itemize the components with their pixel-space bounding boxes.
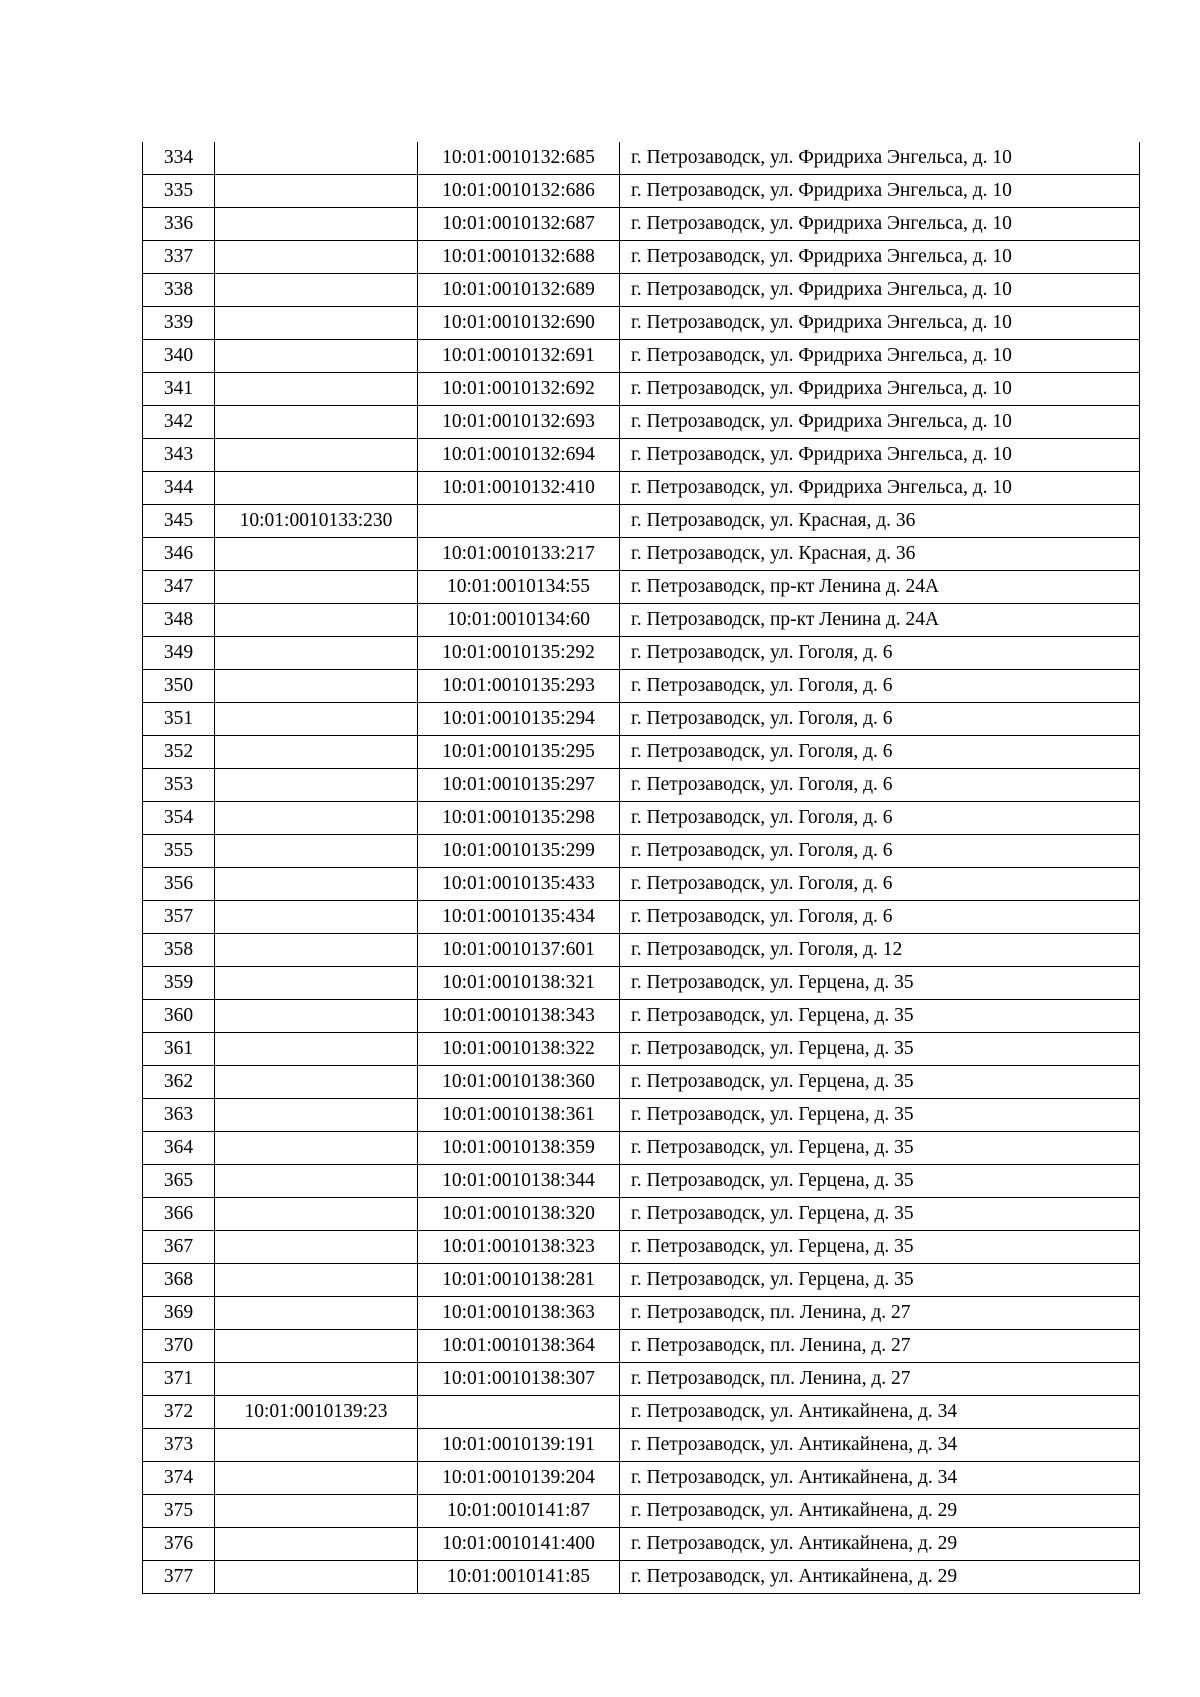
- cadastral-number-b-cell: 10:01:0010132:688: [418, 241, 620, 274]
- address-cell: г. Петрозаводск, ул. Красная, д. 36: [620, 505, 1140, 538]
- address-cell: г. Петрозаводск, ул. Фридриха Энгельса, д. 10: [620, 307, 1140, 340]
- row-number-cell: 357: [143, 901, 215, 934]
- address-cell: г. Петрозаводск, ул. Герцена, д. 35: [620, 1231, 1140, 1264]
- cadastral-number-a-cell: [215, 1330, 418, 1363]
- row-number-cell: 359: [143, 967, 215, 1000]
- table-row: [143, 1132, 1140, 1165]
- address-cell: г. Петрозаводск, ул. Антикайнена, д. 29: [620, 1495, 1140, 1528]
- row-number-cell: 337: [143, 241, 215, 274]
- table-row: [143, 802, 1140, 835]
- row-number-cell: 369: [143, 1297, 215, 1330]
- cadastral-number-b-cell: 10:01:0010135:298: [418, 802, 620, 835]
- cadastral-number-b-cell: 10:01:0010138:321: [418, 967, 620, 1000]
- cadastral-number-a-cell: [215, 274, 418, 307]
- address-cell: г. Петрозаводск, ул. Гоголя, д. 6: [620, 670, 1140, 703]
- cadastral-number-b-cell: 10:01:0010135:294: [418, 703, 620, 736]
- cadastral-number-b-cell: 10:01:0010132:693: [418, 406, 620, 439]
- table-row: [143, 967, 1140, 1000]
- cadastral-number-b-cell: 10:01:0010133:217: [418, 538, 620, 571]
- cadastral-number-a-cell: [215, 1231, 418, 1264]
- cadastral-number-b-cell: 10:01:0010138:320: [418, 1198, 620, 1231]
- table-row: [143, 1429, 1140, 1462]
- address-cell: г. Петрозаводск, ул. Герцена, д. 35: [620, 1000, 1140, 1033]
- row-number-cell: 374: [143, 1462, 215, 1495]
- cadastral-number-a-cell: 10:01:0010133:230: [215, 505, 418, 538]
- row-number-cell: 353: [143, 769, 215, 802]
- row-number-cell: 372: [143, 1396, 215, 1429]
- address-cell: г. Петрозаводск, ул. Герцена, д. 35: [620, 1066, 1140, 1099]
- cadastral-number-a-cell: [215, 1462, 418, 1495]
- table-row: [143, 1000, 1140, 1033]
- cadastral-number-b-cell: 10:01:0010135:433: [418, 868, 620, 901]
- cadastral-number-b-cell: 10:01:0010134:55: [418, 571, 620, 604]
- cadastral-number-a-cell: [215, 1033, 418, 1066]
- address-cell: г. Петрозаводск, пл. Ленина, д. 27: [620, 1363, 1140, 1396]
- table-row: [143, 1033, 1140, 1066]
- row-number-cell: 373: [143, 1429, 215, 1462]
- row-number-cell: 358: [143, 934, 215, 967]
- table-row: [143, 670, 1140, 703]
- address-cell: г. Петрозаводск, ул. Герцена, д. 35: [620, 967, 1140, 1000]
- row-number-cell: 365: [143, 1165, 215, 1198]
- cadastral-number-a-cell: [215, 1561, 418, 1594]
- row-number-cell: 363: [143, 1099, 215, 1132]
- table-row: [143, 1330, 1140, 1363]
- row-number-cell: 377: [143, 1561, 215, 1594]
- table-row: [143, 538, 1140, 571]
- cadastral-number-b-cell: 10:01:0010135:292: [418, 637, 620, 670]
- row-number-cell: 362: [143, 1066, 215, 1099]
- cadastral-number-a-cell: [215, 340, 418, 373]
- cadastral-number-b-cell: 10:01:0010135:295: [418, 736, 620, 769]
- cadastral-number-a-cell: [215, 967, 418, 1000]
- table-row: [143, 472, 1140, 505]
- table-row: [143, 175, 1140, 208]
- row-number-cell: 334: [143, 142, 215, 175]
- cadastral-number-a-cell: [215, 175, 418, 208]
- table-row: [143, 604, 1140, 637]
- cadastral-number-b-cell: 10:01:0010139:191: [418, 1429, 620, 1462]
- cadastral-number-a-cell: [215, 1165, 418, 1198]
- cadastral-number-b-cell: 10:01:0010135:434: [418, 901, 620, 934]
- row-number-cell: 340: [143, 340, 215, 373]
- table-row: [143, 868, 1140, 901]
- row-number-cell: 366: [143, 1198, 215, 1231]
- table-row: [143, 274, 1140, 307]
- table-row: [143, 703, 1140, 736]
- cadastral-table: [142, 142, 1140, 1594]
- address-cell: г. Петрозаводск, ул. Герцена, д. 35: [620, 1099, 1140, 1132]
- cadastral-number-a-cell: [215, 373, 418, 406]
- cadastral-number-a-cell: [215, 1297, 418, 1330]
- address-cell: г. Петрозаводск, ул. Гоголя, д. 6: [620, 769, 1140, 802]
- cadastral-number-a-cell: [215, 670, 418, 703]
- cadastral-number-b-cell: 10:01:0010138:343: [418, 1000, 620, 1033]
- cadastral-number-b-cell: 10:01:0010138:361: [418, 1099, 620, 1132]
- table-row: [143, 505, 1140, 538]
- cadastral-number-b-cell: 10:01:0010139:204: [418, 1462, 620, 1495]
- cadastral-number-a-cell: [215, 472, 418, 505]
- cadastral-number-a-cell: [215, 307, 418, 340]
- table-row: [143, 901, 1140, 934]
- cadastral-number-a-cell: [215, 901, 418, 934]
- table-row: [143, 1561, 1140, 1594]
- address-cell: г. Петрозаводск, ул. Гоголя, д. 6: [620, 736, 1140, 769]
- cadastral-number-a-cell: [215, 1363, 418, 1396]
- address-cell: г. Петрозаводск, пр-кт Ленина д. 24А: [620, 604, 1140, 637]
- cadastral-number-b-cell: 10:01:0010132:685: [418, 142, 620, 175]
- address-cell: г. Петрозаводск, ул. Гоголя, д. 6: [620, 868, 1140, 901]
- address-cell: г. Петрозаводск, ул. Герцена, д. 35: [620, 1033, 1140, 1066]
- cadastral-number-a-cell: [215, 934, 418, 967]
- table-row: [143, 1528, 1140, 1561]
- address-cell: г. Петрозаводск, ул. Гоголя, д. 6: [620, 901, 1140, 934]
- table-row: [143, 373, 1140, 406]
- cadastral-number-a-cell: [215, 736, 418, 769]
- row-number-cell: 364: [143, 1132, 215, 1165]
- address-cell: г. Петрозаводск, ул. Антикайнена, д. 34: [620, 1462, 1140, 1495]
- address-cell: г. Петрозаводск, ул. Герцена, д. 35: [620, 1264, 1140, 1297]
- address-cell: г. Петрозаводск, пр-кт Ленина д. 24А: [620, 571, 1140, 604]
- row-number-cell: 352: [143, 736, 215, 769]
- cadastral-number-a-cell: [215, 1000, 418, 1033]
- cadastral-number-b-cell: 10:01:0010138:359: [418, 1132, 620, 1165]
- table-row: [143, 1165, 1140, 1198]
- address-cell: г. Петрозаводск, ул. Фридриха Энгельса, д. 10: [620, 373, 1140, 406]
- cadastral-number-a-cell: [215, 1066, 418, 1099]
- table-row: [143, 307, 1140, 340]
- row-number-cell: 335: [143, 175, 215, 208]
- row-number-cell: 367: [143, 1231, 215, 1264]
- address-cell: г. Петрозаводск, ул. Герцена, д. 35: [620, 1132, 1140, 1165]
- address-cell: г. Петрозаводск, ул. Гоголя, д. 6: [620, 637, 1140, 670]
- cadastral-number-b-cell: 10:01:0010137:601: [418, 934, 620, 967]
- cadastral-number-b-cell: 10:01:0010138:307: [418, 1363, 620, 1396]
- row-number-cell: 356: [143, 868, 215, 901]
- cadastral-number-b-cell: 10:01:0010132:410: [418, 472, 620, 505]
- address-cell: г. Петрозаводск, ул. Фридриха Энгельса, д. 10: [620, 142, 1140, 175]
- row-number-cell: 341: [143, 373, 215, 406]
- row-number-cell: 376: [143, 1528, 215, 1561]
- row-number-cell: 345: [143, 505, 215, 538]
- cadastral-number-a-cell: [215, 802, 418, 835]
- cadastral-number-a-cell: [215, 406, 418, 439]
- row-number-cell: 350: [143, 670, 215, 703]
- cadastral-number-a-cell: [215, 1495, 418, 1528]
- cadastral-number-b-cell: 10:01:0010138:344: [418, 1165, 620, 1198]
- table-row: [143, 1462, 1140, 1495]
- row-number-cell: 346: [143, 538, 215, 571]
- address-cell: г. Петрозаводск, ул. Фридриха Энгельса, д. 10: [620, 340, 1140, 373]
- address-cell: г. Петрозаводск, ул. Фридриха Энгельса, д. 10: [620, 439, 1140, 472]
- row-number-cell: 360: [143, 1000, 215, 1033]
- cadastral-number-a-cell: [215, 1198, 418, 1231]
- address-cell: г. Петрозаводск, ул. Гоголя, д. 12: [620, 934, 1140, 967]
- table-row: [143, 1297, 1140, 1330]
- address-cell: г. Петрозаводск, ул. Антикайнена, д. 29: [620, 1561, 1140, 1594]
- cadastral-number-b-cell: 10:01:0010141:85: [418, 1561, 620, 1594]
- cadastral-number-a-cell: [215, 868, 418, 901]
- address-cell: г. Петрозаводск, ул. Фридриха Энгельса, д. 10: [620, 175, 1140, 208]
- cadastral-number-b-cell: 10:01:0010134:60: [418, 604, 620, 637]
- cadastral-number-a-cell: [215, 637, 418, 670]
- table-row: [143, 406, 1140, 439]
- table-row: [143, 1099, 1140, 1132]
- row-number-cell: 375: [143, 1495, 215, 1528]
- cadastral-number-a-cell: [215, 241, 418, 274]
- row-number-cell: 371: [143, 1363, 215, 1396]
- row-number-cell: 370: [143, 1330, 215, 1363]
- row-number-cell: 338: [143, 274, 215, 307]
- address-cell: г. Петрозаводск, ул. Гоголя, д. 6: [620, 802, 1140, 835]
- table-row: [143, 1198, 1140, 1231]
- address-cell: г. Петрозаводск, пл. Ленина, д. 27: [620, 1297, 1140, 1330]
- cadastral-number-a-cell: [215, 1528, 418, 1561]
- cadastral-number-a-cell: [215, 1264, 418, 1297]
- row-number-cell: 354: [143, 802, 215, 835]
- row-number-cell: 355: [143, 835, 215, 868]
- cadastral-number-b-cell: 10:01:0010138:322: [418, 1033, 620, 1066]
- cadastral-number-a-cell: 10:01:0010139:23: [215, 1396, 418, 1429]
- cadastral-number-a-cell: [215, 1099, 418, 1132]
- table-row: [143, 1066, 1140, 1099]
- cadastral-number-b-cell: 10:01:0010141:87: [418, 1495, 620, 1528]
- cadastral-number-a-cell: [215, 604, 418, 637]
- row-number-cell: 361: [143, 1033, 215, 1066]
- table-row: [143, 241, 1140, 274]
- table-row: [143, 835, 1140, 868]
- cadastral-number-a-cell: [215, 769, 418, 802]
- cadastral-number-b-cell: 10:01:0010138:363: [418, 1297, 620, 1330]
- table-row: [143, 934, 1140, 967]
- address-cell: г. Петрозаводск, ул. Фридриха Энгельса, д. 10: [620, 472, 1140, 505]
- cadastral-number-a-cell: [215, 1429, 418, 1462]
- row-number-cell: 342: [143, 406, 215, 439]
- cadastral-number-b-cell: 10:01:0010138:323: [418, 1231, 620, 1264]
- cadastral-number-a-cell: [215, 571, 418, 604]
- address-cell: г. Петрозаводск, ул. Герцена, д. 35: [620, 1198, 1140, 1231]
- address-cell: г. Петрозаводск, пл. Ленина, д. 27: [620, 1330, 1140, 1363]
- table-row: [143, 571, 1140, 604]
- row-number-cell: 339: [143, 307, 215, 340]
- row-number-cell: 348: [143, 604, 215, 637]
- row-number-cell: 349: [143, 637, 215, 670]
- cadastral-number-a-cell: [215, 703, 418, 736]
- cadastral-number-a-cell: [215, 439, 418, 472]
- cadastral-number-a-cell: [215, 1132, 418, 1165]
- cadastral-number-b-cell: [418, 1396, 620, 1429]
- address-cell: г. Петрозаводск, ул. Антикайнена, д. 34: [620, 1429, 1140, 1462]
- cadastral-number-b-cell: 10:01:0010135:297: [418, 769, 620, 802]
- address-cell: г. Петрозаводск, ул. Антикайнена, д. 34: [620, 1396, 1140, 1429]
- cadastral-number-b-cell: 10:01:0010135:299: [418, 835, 620, 868]
- cadastral-number-b-cell: 10:01:0010138:360: [418, 1066, 620, 1099]
- table-row: [143, 1495, 1140, 1528]
- cadastral-number-b-cell: [418, 505, 620, 538]
- table-row: [143, 1264, 1140, 1297]
- cadastral-number-b-cell: 10:01:0010141:400: [418, 1528, 620, 1561]
- table-row: [143, 208, 1140, 241]
- table-row: [143, 1231, 1140, 1264]
- table-row: [143, 736, 1140, 769]
- row-number-cell: 344: [143, 472, 215, 505]
- table-body: [143, 142, 1140, 1594]
- cadastral-number-b-cell: 10:01:0010132:686: [418, 175, 620, 208]
- cadastral-number-a-cell: [215, 208, 418, 241]
- table-row: [143, 142, 1140, 175]
- table-row: [143, 637, 1140, 670]
- address-cell: г. Петрозаводск, ул. Гоголя, д. 6: [620, 703, 1140, 736]
- cadastral-number-b-cell: 10:01:0010132:689: [418, 274, 620, 307]
- address-cell: г. Петрозаводск, ул. Фридриха Энгельса, д. 10: [620, 208, 1140, 241]
- cadastral-number-b-cell: 10:01:0010135:293: [418, 670, 620, 703]
- cadastral-number-b-cell: 10:01:0010132:691: [418, 340, 620, 373]
- address-cell: г. Петрозаводск, ул. Гоголя, д. 6: [620, 835, 1140, 868]
- cadastral-number-a-cell: [215, 142, 418, 175]
- cadastral-number-b-cell: 10:01:0010138:364: [418, 1330, 620, 1363]
- row-number-cell: 336: [143, 208, 215, 241]
- address-cell: г. Петрозаводск, ул. Фридриха Энгельса, д. 10: [620, 406, 1140, 439]
- table-row: [143, 1396, 1140, 1429]
- cadastral-number-a-cell: [215, 835, 418, 868]
- cadastral-number-b-cell: 10:01:0010132:687: [418, 208, 620, 241]
- cadastral-number-b-cell: 10:01:0010132:690: [418, 307, 620, 340]
- address-cell: г. Петрозаводск, ул. Герцена, д. 35: [620, 1165, 1140, 1198]
- cadastral-number-a-cell: [215, 538, 418, 571]
- address-cell: г. Петрозаводск, ул. Красная, д. 36: [620, 538, 1140, 571]
- address-cell: г. Петрозаводск, ул. Фридриха Энгельса, д. 10: [620, 241, 1140, 274]
- cadastral-number-b-cell: 10:01:0010138:281: [418, 1264, 620, 1297]
- row-number-cell: 368: [143, 1264, 215, 1297]
- row-number-cell: 347: [143, 571, 215, 604]
- table-row: [143, 1363, 1140, 1396]
- table-row: [143, 769, 1140, 802]
- row-number-cell: 343: [143, 439, 215, 472]
- row-number-cell: 351: [143, 703, 215, 736]
- address-cell: г. Петрозаводск, ул. Фридриха Энгельса, д. 10: [620, 274, 1140, 307]
- address-cell: г. Петрозаводск, ул. Антикайнена, д. 29: [620, 1528, 1140, 1561]
- table-row: [143, 340, 1140, 373]
- cadastral-number-b-cell: 10:01:0010132:694: [418, 439, 620, 472]
- table-row: [143, 439, 1140, 472]
- cadastral-number-b-cell: 10:01:0010132:692: [418, 373, 620, 406]
